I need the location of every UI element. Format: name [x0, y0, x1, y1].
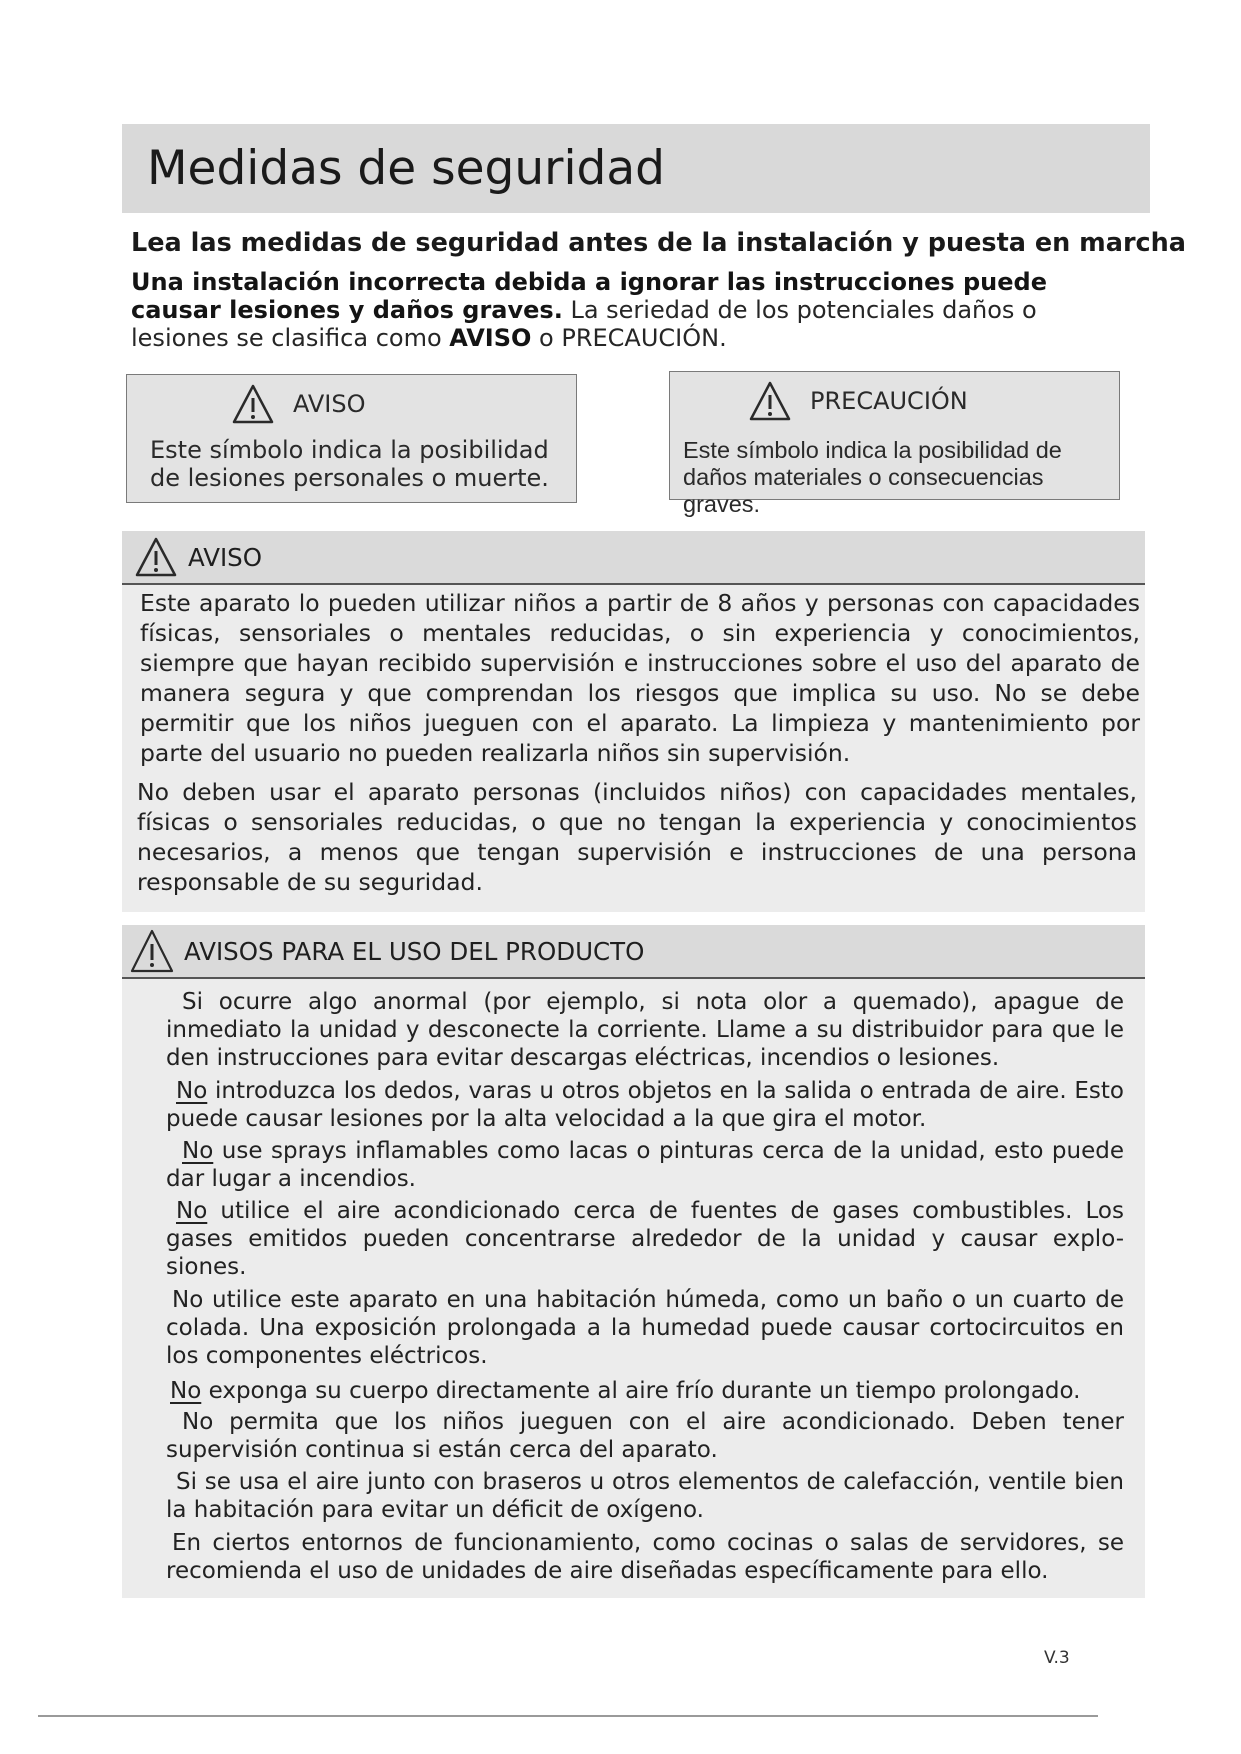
list-item [166, 1197, 1124, 1281]
intro-heading: Lea las medidas de seguridad antes de la instalación y puesta en marcha [131, 228, 1187, 258]
uso-section-header [122, 925, 1145, 979]
aviso-section [122, 531, 1145, 912]
intro-aviso-word: AVISO [449, 324, 532, 352]
legend-precaucion-header [748, 380, 968, 422]
list-item [166, 1408, 1124, 1464]
legend-precaucion-line2: daños materiales o consecuencias graves. [683, 464, 1044, 517]
item-text: utilice el aire acondicionado cerca de fuentes de gases combustibles. Los gases emitidos pueden concentrarse alrededor de la unidad y causar explo- siones. [166, 1198, 1124, 1280]
warning-triangle-icon [130, 929, 174, 973]
item-text: exponga su cuerpo directamente al aire frío durante un tiempo prolongado. [201, 1378, 1081, 1404]
legend-aviso-line2: de lesiones personales o muerte. [150, 464, 549, 492]
legend-precaucion-body [683, 437, 1119, 518]
item-text: introduzca los dedos, varas u otros objetos en la salida o entrada de aire. Esto puede causar lesiones por la alta velocidad a la que gira el motor. [166, 1078, 1124, 1132]
intro-text-1: La seriedad de los potenciales daños o lesiones se clasifica como [131, 296, 1037, 352]
uso-section-title: AVISOS PARA EL USO DEL PRODUCTO [184, 936, 645, 966]
intro-text [131, 268, 1131, 352]
aviso-section-header [122, 531, 1145, 585]
page-title: Medidas de seguridad [122, 124, 1150, 213]
footer-divider [38, 1715, 1098, 1717]
legend-aviso-line1: Este símbolo indica la posibilidad [150, 436, 549, 464]
item-lead: No [170, 1378, 202, 1404]
list-item [166, 1377, 1124, 1405]
item-text: Si ocurre algo anormal (por ejemplo, si nota olor a quemado), apague de inmediato la unidad y desconecte la corriente. Llame a su distribuidor para que le den instrucciones para evitar descargas eléctricas, incendios o lesiones. [166, 989, 1124, 1071]
warning-triangle-icon [231, 383, 275, 425]
list-item [166, 1529, 1124, 1585]
list-item [166, 988, 1124, 1072]
warning-triangle-icon [748, 380, 792, 422]
aviso-paragraph-2: No deben usar el aparato personas (incluidos niños) con capacidades mentales, físicas o sensoriales reducidas, o que no tengan la experiencia y conocimientos necesarios, a menos que tengan supervisión e instrucciones de una persona responsable de su seguridad. [137, 778, 1137, 896]
legend-aviso-label: AVISO [293, 390, 366, 418]
legend-precaucion-label: PRECAUCIÓN [810, 387, 968, 415]
version-label: V.3 [1044, 1648, 1070, 1668]
uso-section [122, 925, 1145, 1598]
item-lead: No [176, 1198, 208, 1224]
list-item [166, 1077, 1124, 1133]
item-text: No permita que los niños jueguen con el aire acondicionado. Deben tener supervisión continua si están cerca del aparato. [166, 1409, 1124, 1463]
legend-aviso-body [150, 436, 549, 492]
legend-aviso-box [126, 374, 577, 503]
item-text: Si se usa el aire junto con braseros u otros elementos de calefacción, ventile bien la habitación para evitar un déficit de oxígeno. [166, 1469, 1124, 1523]
aviso-section-title: AVISO [188, 542, 263, 572]
legend-precaucion-box [669, 371, 1120, 517]
intro-text-2: o PRECAUCIÓN. [531, 324, 727, 352]
intro-bold-text: Una instalación incorrecta debida a ignorar las instrucciones puede causar lesiones y daños graves. [131, 268, 1047, 324]
item-text: En ciertos entornos de funcionamiento, como cocinas o salas de servidores, se recomienda el uso de unidades de aire diseñadas específicamente para ello. [166, 1530, 1124, 1584]
item-lead: No [182, 1138, 214, 1164]
item-text: utilice este aparato en una habitación húmeda, como un baño o un cuarto de colada. Una exposición prolongada a la humedad puede causar cortocircuitos en los componentes eléctricos. [166, 1287, 1124, 1369]
list-item [166, 1468, 1124, 1524]
warning-triangle-icon [134, 536, 178, 578]
list-item [166, 1286, 1124, 1370]
item-text: use sprays inflamables como lacas o pinturas cerca de la unidad, esto puede dar lugar a incendios. [166, 1138, 1124, 1192]
item-lead: No [176, 1078, 208, 1104]
aviso-paragraph-1: Este aparato lo pueden utilizar niños a partir de 8 años y personas con capacidades físicas, sensoriales o mentales reducidas, o sin experiencia y conocimientos, siempre que hayan recibido supervisión e instrucciones sobre el uso del aparato de manera segura y que comprendan los riesgos que implica su uso. No se debe permitir que los niños jueguen con el aparato. La limpieza y mantenimiento por parte del usuario no pueden realizarla niños sin supervisión. [140, 589, 1140, 767]
list-item [166, 1137, 1124, 1193]
legend-precaucion-line1: Este símbolo indica la posibilidad de [683, 437, 1062, 463]
item-lead: No [172, 1287, 204, 1313]
legend-aviso-header [231, 383, 366, 425]
